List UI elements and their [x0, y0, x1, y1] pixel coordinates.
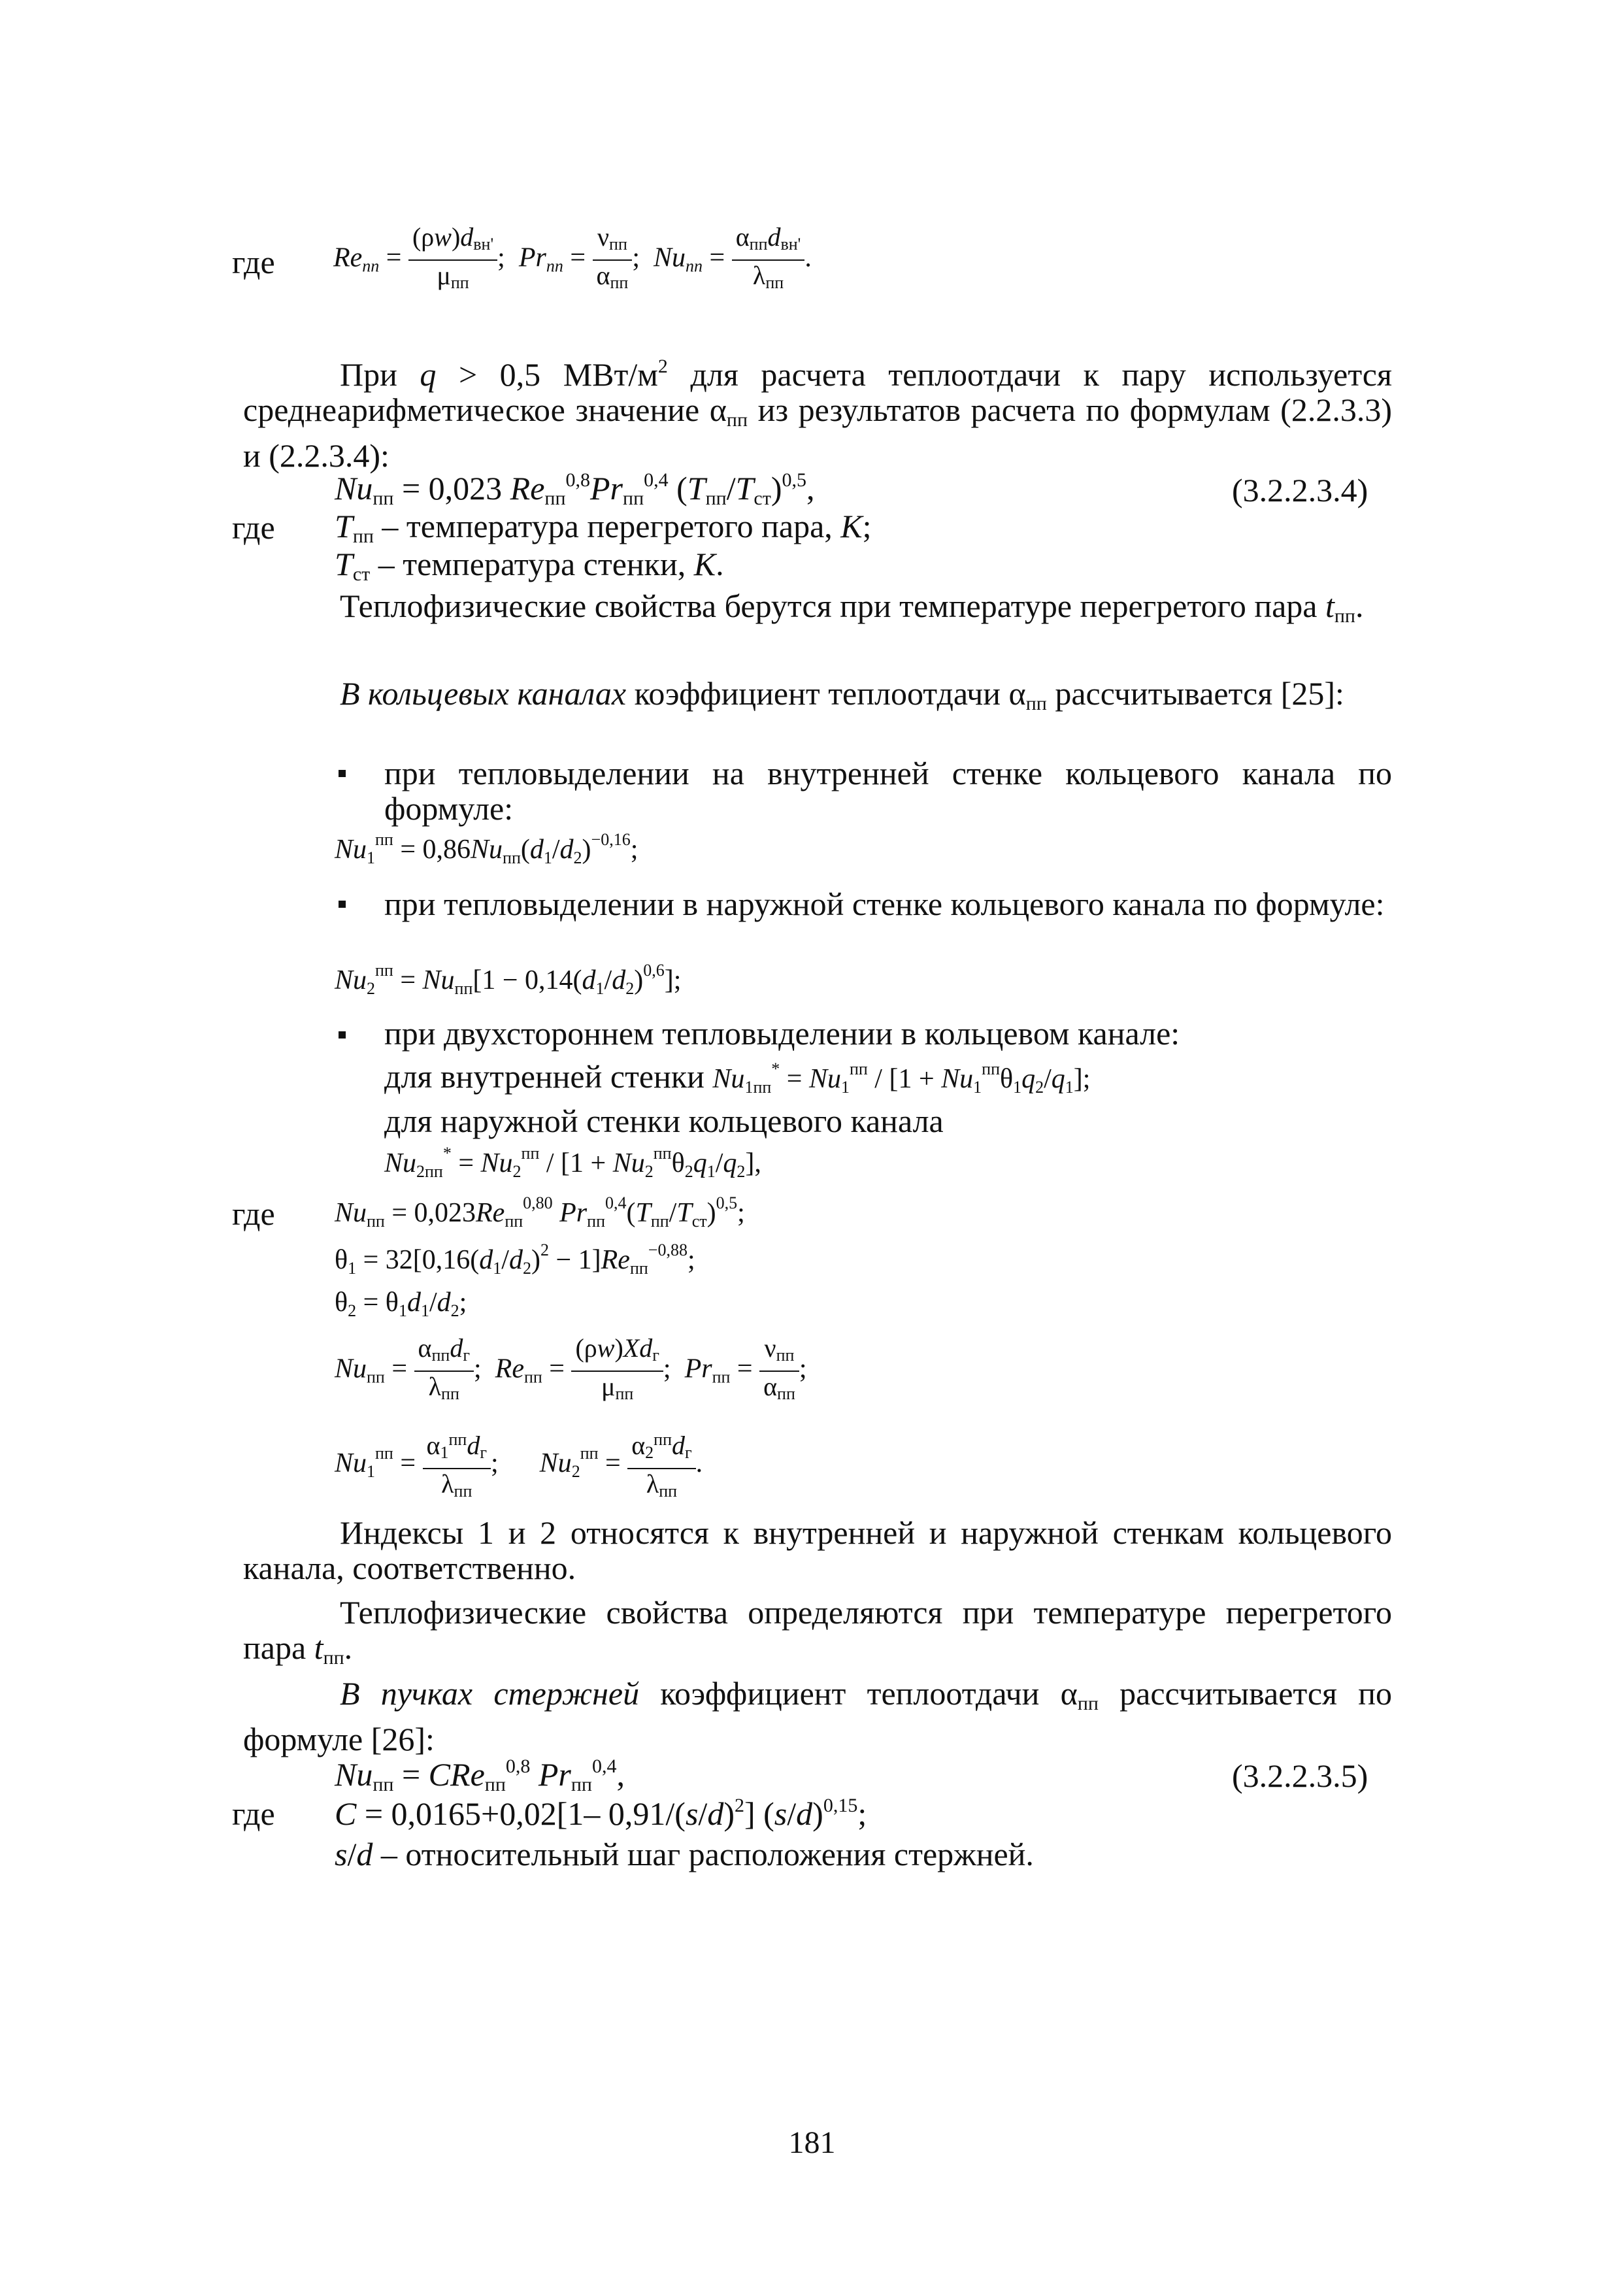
bullet-inner-wall: при тепловыделении на внутренней стенке кольцевого канала по формуле: [384, 755, 1392, 827]
paragraph-annular-channels: В кольцевых каналах коэффициент теплоотдачи αпп рассчитывается [25]: [340, 675, 1344, 714]
equation-3-2-2-3-4: Nuпп = 0,023 Reпп$^{0,8}$Prпп$^{0,4}$ $(Tпп/Tст)^{0,5}$, [335, 469, 815, 509]
paragraph-indices: Индексы 1 и 2 относятся к внутренней и наружной стенкам кольцевого канала, соответственно. [243, 1514, 1392, 1586]
bullet-marker [339, 1031, 346, 1039]
bullet-two-sided: при двухстороннем тепловыделении в кольцевом канале: [384, 1015, 1180, 1052]
equation-3-2-2-3-5: Nuпп = CReпп$^{0,8}$ Prпп$^{0,4}$, [335, 1755, 625, 1795]
formula-nu1: $Nu1^{пп}$ = $0,86Nuпп(d1/d2)^{-0,16}$; [335, 830, 638, 867]
equation-number-1: (3.2.2.3.4) [1232, 472, 1368, 508]
inner-wall-label: для внутренней стенки [384, 1058, 704, 1095]
where-label-2: где [232, 509, 275, 546]
equation-number-2: (3.2.2.3.5) [1232, 1757, 1368, 1794]
formula-nu2-star: $Nu2пп^* = Nu2^{пп} / [1 + Nu2^{пп}\theta 2q1/q2]$, [384, 1144, 761, 1181]
formula-theta1: $\theta 1 = 32[0,16(d1/d2)^2$ − 1]Reпп$^{-0,88}$; [335, 1240, 695, 1278]
definition-sd: s/d – относительный шаг расположения стержней. [335, 1836, 1034, 1872]
p1-text: При q > 0,5 МВт/$м^2$ для расчета теплоотдачи к пару используется среднеарифметическое значение αпп из результатов расчета по формулам (2.2.3.3) и (2.2.3.4): [243, 356, 1393, 474]
formula-similarity-numbers: Nuпп = $\frac{\text{αппdг}}{\text{λпп}}$ ; Reпп = $\frac{\text{(ρw)Xdг}}{\text{μпп}}$ ; Prпп = $\frac{\text{νпп}}{\text{αпп}}$ ; [335, 1333, 807, 1403]
bullet-outer-wall: при тепловыделении в наружной стенке кольцевого канала по формуле: [384, 886, 1385, 922]
page-number: 181 [788, 2125, 836, 2160]
paragraph-thermophysical-1: Теплофизические свойства берутся при температуре перегретого пара tпп. [340, 588, 1364, 627]
bullet-marker [339, 770, 346, 777]
formula-nu2: $Nu2^{пп}$ = Nuпп[1 − $0,14(d1/d2)^{0,6}$]; [335, 961, 682, 998]
paragraph-rod-bundles: В пучках стержней коэффициент теплоотдачи αпп рассчитывается по формуле [26]: [243, 1675, 1393, 1757]
paragraph-thermophysical-2: Теплофизические свойства определяются при температуре перегретого пара tпп. [243, 1594, 1392, 1669]
bullet-marker [339, 901, 346, 908]
definition-tpp: Tпп – температура перегретого пара, K; [335, 508, 872, 547]
formula-c-coefficient: C = 0,0165+0,02[1– $0,91/(s/d)^2$] $(s/d)^{0,15}$; [335, 1795, 867, 1832]
where-label-1: где [232, 244, 275, 280]
definition-sd-text: – относительный шаг расположения стержней. [380, 1836, 1034, 1872]
formula-re-pr-nu: Reпп = $\frac{\text{(ρw)dвн'}}{\text{μпп}}$ ; Prпп = $\frac{\text{νпп}}{\text{αпп}}$ ; Nuпп = $\frac{\text{αппdвн'}}{\text{λпп}}$ . [333, 222, 812, 292]
outer-wall-label: для наружной стенки кольцевого канала [384, 1103, 944, 1139]
formula-nu1-nu2-definitions: $Nu1^{пп}$ = $\frac{\alpha 1^{пп}dг}{\text{λпп}}$ ; $Nu2^{пп}$ = $\frac{\alpha 2^{пп}dг}{\text{λпп}}$ . [335, 1425, 703, 1506]
formula-nu-pp: Nuпп = 0,023Reпп$^{0,80}$ $Prпп^{0,4}(Tпп/Tст)^{0,5}$; [335, 1193, 745, 1231]
where-label-4: где [232, 1795, 275, 1832]
paragraph-heat-flux [243, 349, 1392, 473]
formula-theta2: θ2 = θ1d1/d2; [335, 1288, 467, 1320]
definition-tst: Tст – температура стенки, K. [335, 546, 724, 585]
where-label-3: где [232, 1195, 275, 1232]
inner-wall-line: для внутренней стенки $Nu1пп^* = Nu1^{пп} / [1 + Nu1^{пп}\theta 1q2/q1]$; [384, 1058, 1091, 1097]
